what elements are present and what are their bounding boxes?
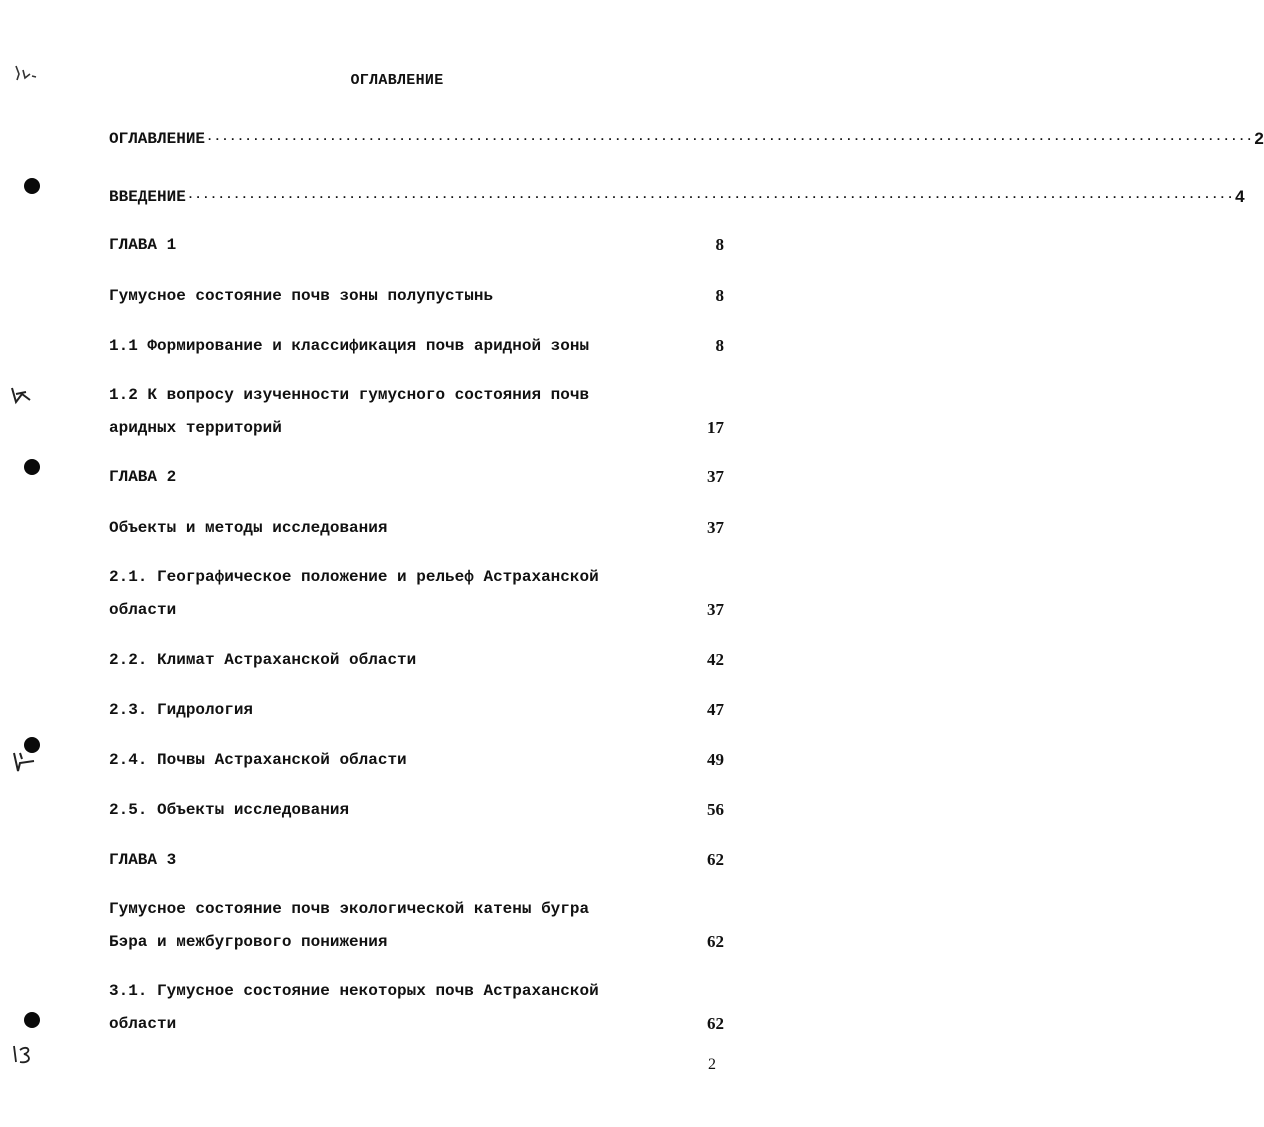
scan-smudge (8, 1040, 38, 1068)
toc-entry-label-cont: области (109, 1015, 177, 1033)
toc-entry-label: ГЛАВА 3 (109, 851, 177, 869)
toc-entry[interactable] (109, 800, 724, 820)
dot-leader: ........................................................................................................................................ (186, 188, 1235, 202)
toc-entry-label: 1.2 К вопросу изученности гумусного состояния почв (109, 386, 590, 404)
toc-entry[interactable] (109, 981, 724, 1034)
toc-entry-label: Гумусное состояние почв экологической катены бугра (109, 900, 590, 918)
toc-entry-page: 37 (707, 467, 724, 486)
toc-entry[interactable] (109, 700, 724, 720)
dot-leader: ........................................................................................................................................ (206, 130, 1254, 144)
toc-entry[interactable] (109, 899, 724, 952)
binder-hole (24, 459, 40, 475)
page-title: ОГЛАВЛЕНИЕ (350, 72, 444, 89)
toc-entry-label: ВВЕДЕНИЕ (109, 188, 186, 206)
toc-entry[interactable] (109, 750, 724, 770)
toc-entry-page: 4 (1235, 187, 1245, 206)
toc-entry-label: Объекты и методы исследования (109, 519, 388, 537)
toc-entry-label: 1.1 Формирование и классификация почв аридной зоны (109, 337, 590, 355)
toc-entry[interactable] (109, 286, 724, 306)
toc-entry-page: 8 (715, 235, 724, 254)
toc-entry[interactable] (109, 567, 724, 620)
toc-entry-label: ОГЛАВЛЕНИЕ (109, 130, 206, 148)
toc-entry[interactable] (109, 235, 724, 255)
toc-entry[interactable] (109, 127, 1264, 149)
toc-entry[interactable] (109, 518, 724, 538)
toc-entry-label: 2.3. Гидрология (109, 701, 254, 719)
toc-entry-label: 2.2. Климат Астраханской области (109, 651, 417, 669)
toc-entry-page: 37 (707, 518, 724, 537)
toc-entry-label-cont: области (109, 601, 177, 619)
binder-hole (24, 178, 40, 194)
scan-smudge (8, 745, 40, 777)
toc-entry-label: 3.1. Гумусное состояние некоторых почв Астраханской (109, 982, 599, 1000)
toc-entry-page: 49 (707, 750, 724, 769)
toc-entry-label: 2.1. Географическое положение и рельеф Астраханской (109, 568, 599, 586)
page-number: 2 (708, 1056, 716, 1073)
toc-entry[interactable] (109, 185, 1245, 207)
toc-entry-label: 2.5. Объекты исследования (109, 801, 350, 819)
toc-entry-label: Гумусное состояние почв зоны полупустынь (109, 287, 494, 305)
binder-hole (24, 1012, 40, 1028)
toc-entry-page: 17 (707, 418, 724, 437)
toc-entry-page: 62 (707, 1014, 724, 1033)
toc-entry-page: 62 (707, 932, 724, 951)
scan-smudge (8, 382, 36, 410)
toc-entry-page: 8 (715, 336, 724, 355)
toc-entry-label-cont: аридных территорий (109, 419, 282, 437)
toc-entry-page: 62 (707, 850, 724, 869)
toc-entry[interactable] (109, 650, 724, 670)
toc-entry-label-cont: Бэра и межбугрового понижения (109, 933, 388, 951)
toc-entry-page: 56 (707, 800, 724, 819)
toc-entry[interactable] (109, 850, 724, 870)
toc-entry-page: 42 (707, 650, 724, 669)
toc-entry-page: 47 (707, 700, 724, 719)
toc-entry[interactable] (109, 467, 724, 487)
toc-entry-page: 37 (707, 600, 724, 619)
toc-entry-page: 8 (715, 286, 724, 305)
toc-entry-label: ГЛАВА 1 (109, 236, 177, 254)
toc-entry[interactable] (109, 336, 724, 356)
toc-entry-label: ГЛАВА 2 (109, 468, 177, 486)
toc-entry-page: 2 (1254, 129, 1264, 148)
toc-entry-label: 2.4. Почвы Астраханской области (109, 751, 407, 769)
toc-entry[interactable] (109, 385, 724, 438)
